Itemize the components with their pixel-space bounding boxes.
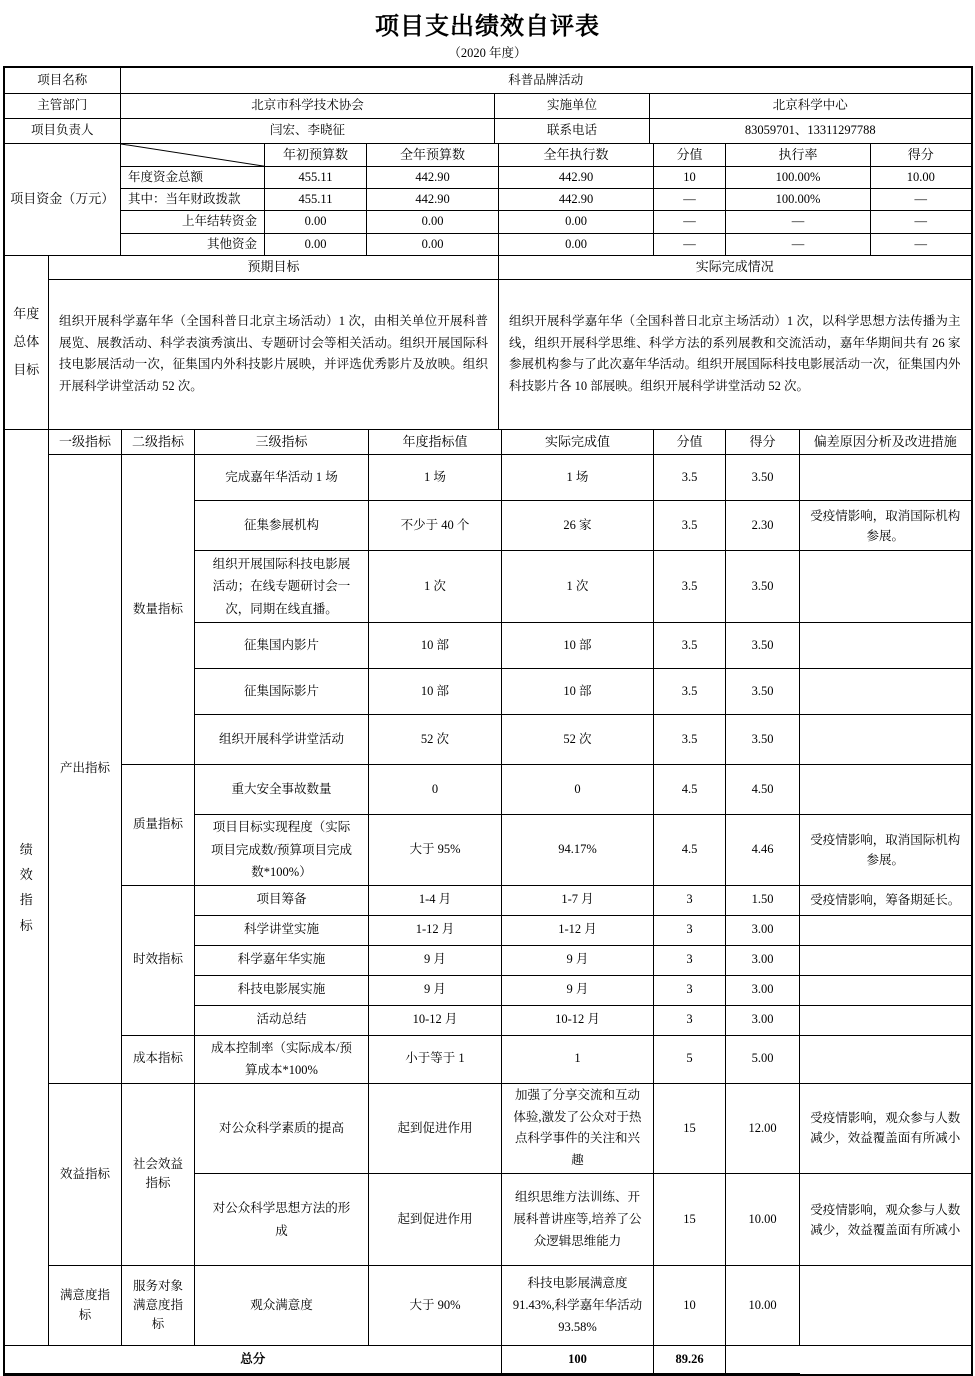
level3-cell: 组织开展国际科技电影展活动；在线专题研讨会一次，同期在线直播。 — [195, 551, 369, 623]
target-cell: 起到促进作用 — [369, 1174, 502, 1266]
funds-cell: 0.00 — [367, 211, 499, 233]
score-cell: 10.00 — [726, 1174, 800, 1266]
deviation-cell — [800, 669, 971, 715]
level3-cell: 重大安全事故数量 — [195, 765, 369, 815]
actual-cell: 组织思维方法训练、开展科普讲座等,培养了公众逻辑思维能力 — [502, 1174, 654, 1266]
score-cell: 2.30 — [726, 501, 800, 551]
score-max-cell: 3 — [654, 945, 726, 975]
leader-label: 项目负责人 — [5, 118, 121, 143]
actual-cell: 加强了分享交流和互动体验,激发了公众对于热点科学事件的关注和兴趣 — [502, 1083, 654, 1174]
funds-cell: 442.90 — [367, 166, 499, 188]
funds-cell: 442.90 — [499, 189, 654, 211]
expected-goal-text: 组织开展科学嘉年华（全国科普日北京主场活动）1 次，由相关单位开展科普展览、展教活动、科学表演秀演出、专题研讨会等相关活动。组织开展国际科技电影展活动一次，征集国内外科技影片展映，并评选优秀影片及放映。组织开展科学讲堂活动 52 次。 — [49, 279, 499, 429]
level1-benefit: 效益指标 — [49, 1083, 122, 1266]
deviation-cell — [800, 1005, 971, 1035]
indicator-row — [5, 1266, 971, 1346]
deviation-cell — [800, 1035, 971, 1083]
actual-cell: 94.17% — [502, 815, 654, 886]
score-cell: 5.00 — [726, 1035, 800, 1083]
level2-quantity: 数量指标 — [122, 455, 195, 765]
total-score-max: 100 — [502, 1346, 654, 1374]
deviation-cell — [800, 715, 971, 765]
funds-header-year-budget: 全年预算数 — [367, 144, 499, 167]
level1-output: 产出指标 — [49, 455, 122, 1084]
level3-cell: 成本控制率（实际成本/预算成本*100% — [195, 1035, 369, 1083]
score-cell: 4.46 — [726, 815, 800, 886]
deviation-cell — [800, 915, 971, 945]
actual-cell: 10 部 — [502, 623, 654, 669]
score-cell: 12.00 — [726, 1083, 800, 1174]
score-cell: 3.00 — [726, 915, 800, 945]
actual-cell: 26 家 — [502, 501, 654, 551]
score-cell: 3.50 — [726, 623, 800, 669]
funds-cell: 0.00 — [499, 233, 654, 255]
funds-cell: 0.00 — [499, 211, 654, 233]
funds-cell: 0.00 — [265, 233, 367, 255]
deviation-cell: 受疫情影响，取消国际机构参展。 — [800, 815, 971, 886]
funds-cell: 0.00 — [265, 211, 367, 233]
total-score: 89.26 — [654, 1346, 726, 1374]
actual-cell: 10-12 月 — [502, 1005, 654, 1035]
score-max-cell: 10 — [654, 1266, 726, 1346]
deviation-cell — [800, 455, 971, 501]
score-max-cell: 3 — [654, 915, 726, 945]
header-level2: 二级指标 — [122, 430, 195, 455]
total-label: 总分 — [5, 1346, 502, 1374]
funds-row-other — [5, 233, 971, 255]
actual-cell: 0 — [502, 765, 654, 815]
level2-quality: 质量指标 — [122, 765, 195, 886]
funds-row-carryover — [5, 211, 971, 233]
expected-goal-header: 预期目标 — [49, 256, 499, 279]
actual-cell: 1 — [502, 1035, 654, 1083]
total-row — [5, 1346, 971, 1374]
level3-cell: 对公众科学思想方法的形成 — [195, 1174, 369, 1266]
level3-cell: 征集国际影片 — [195, 669, 369, 715]
target-cell: 9 月 — [369, 975, 502, 1005]
dept-label: 主管部门 — [5, 93, 121, 118]
header-score: 得分 — [726, 430, 800, 455]
score-max-cell: 3.5 — [654, 669, 726, 715]
level3-cell: 科学嘉年华实施 — [195, 945, 369, 975]
actual-cell: 10 部 — [502, 669, 654, 715]
score-cell: 4.50 — [726, 765, 800, 815]
indicators-table — [5, 430, 971, 1375]
form-table — [3, 66, 973, 1376]
page-subtitle: （2020 年度） — [448, 46, 527, 60]
actual-cell: 1-12 月 — [502, 915, 654, 945]
goals-section-label-text: 年度总体目标 — [13, 306, 40, 378]
funds-cell: — — [654, 189, 726, 211]
actual-cell: 1-7 月 — [502, 885, 654, 915]
leader-value: 闫宏、李晓征 — [121, 118, 495, 143]
level3-cell: 科技电影展实施 — [195, 975, 369, 1005]
level3-cell: 完成嘉年华活动 1 场 — [195, 455, 369, 501]
score-max-cell: 4.5 — [654, 765, 726, 815]
funds-header-begin-budget: 年初预算数 — [265, 144, 367, 167]
funds-cell: 455.11 — [265, 189, 367, 211]
indicators-section-label — [5, 430, 49, 1346]
funds-cell: — — [726, 211, 871, 233]
target-cell: 52 次 — [369, 715, 502, 765]
level2-cost: 成本指标 — [122, 1035, 195, 1083]
funds-cell: 442.90 — [367, 189, 499, 211]
funds-header-year-exec: 全年执行数 — [499, 144, 654, 167]
target-cell: 9 月 — [369, 945, 502, 975]
funds-cell: 100.00% — [726, 166, 871, 188]
deviation-cell — [800, 765, 971, 815]
actual-cell: 1 场 — [502, 455, 654, 501]
level3-cell: 项目筹备 — [195, 885, 369, 915]
deviation-cell: 受疫情影响，取消国际机构参展。 — [800, 501, 971, 551]
project-name-value: 科普品牌活动 — [121, 68, 971, 93]
impl-unit-label: 实施单位 — [495, 93, 650, 118]
actual-cell: 9 月 — [502, 975, 654, 1005]
level3-cell: 活动总结 — [195, 1005, 369, 1035]
target-cell: 1-12 月 — [369, 915, 502, 945]
goals-section-label — [5, 256, 49, 429]
actual-completion-text: 组织开展科学嘉年华（全国科普日北京主场活动）1 次，以科学思想方法传播为主线，组织开展科学思维、科学方法的系列展教和交流活动，嘉年华期间共有 26 家参展机构参与了此次嘉年华活动。组织开展国际科技电影展活动一次，征集国内外科技影片各 10 部展映。组织开展科学讲堂活动 52 次。 — [499, 279, 971, 429]
deviation-cell: 受疫情影响，筹备期延长。 — [800, 885, 971, 915]
score-cell: 1.50 — [726, 885, 800, 915]
level2-service: 服务对象满意度指标 — [122, 1266, 195, 1346]
phone-value: 83059701、13311297788 — [650, 118, 971, 143]
score-max-cell: 15 — [654, 1174, 726, 1266]
score-cell: 3.00 — [726, 975, 800, 1005]
funds-header-score-max: 分值 — [654, 144, 726, 167]
level3-cell: 对公众科学素质的提高 — [195, 1083, 369, 1174]
funds-cell: — — [654, 211, 726, 233]
level3-cell: 征集国内影片 — [195, 623, 369, 669]
evaluation-form — [0, 6, 975, 1366]
level2-timeliness: 时效指标 — [122, 885, 195, 1035]
target-cell: 0 — [369, 765, 502, 815]
funds-cell: 100.00% — [726, 189, 871, 211]
score-max-cell: 3 — [654, 885, 726, 915]
impl-unit-value: 北京科学中心 — [650, 93, 971, 118]
score-max-cell: 3.5 — [654, 501, 726, 551]
deviation-cell — [800, 945, 971, 975]
indicator-row — [5, 885, 971, 915]
info-table — [5, 68, 971, 144]
header-score-max: 分值 — [654, 430, 726, 455]
funds-row-label: 上年结转资金 — [121, 211, 265, 233]
score-max-cell: 3.5 — [654, 455, 726, 501]
level3-cell: 组织开展科学讲堂活动 — [195, 715, 369, 765]
phone-label: 联系电话 — [495, 118, 650, 143]
deviation-cell — [800, 623, 971, 669]
indicator-row — [5, 1035, 971, 1083]
indicator-row — [5, 1083, 971, 1174]
actual-completion-header: 实际完成情况 — [499, 256, 971, 279]
funds-cell: 10 — [654, 166, 726, 188]
score-cell: 3.00 — [726, 1005, 800, 1035]
target-cell: 小于等于 1 — [369, 1035, 502, 1083]
deviation-cell: 受疫情影响，观众参与人数减少，效益覆盖面有所减小 — [800, 1174, 971, 1266]
score-cell: 3.50 — [726, 455, 800, 501]
funds-row-label: 年度资金总额 — [121, 166, 265, 188]
target-cell: 1 次 — [369, 551, 502, 623]
score-max-cell: 3 — [654, 975, 726, 1005]
target-cell: 10-12 月 — [369, 1005, 502, 1035]
target-cell: 1-4 月 — [369, 885, 502, 915]
level3-cell: 项目目标实现程度（实际项目完成数/预算项目完成数*100%） — [195, 815, 369, 886]
target-cell: 大于 90% — [369, 1266, 502, 1346]
funds-row-label: 其他资金 — [121, 233, 265, 255]
header-deviation: 偏差原因分析及改进措施 — [800, 430, 971, 455]
score-cell: 3.50 — [726, 669, 800, 715]
level3-cell: 观众满意度 — [195, 1266, 369, 1346]
total-deviation — [726, 1346, 800, 1374]
score-max-cell: 3.5 — [654, 551, 726, 623]
score-cell: 10.00 — [726, 1266, 800, 1346]
project-name-label: 项目名称 — [5, 68, 121, 93]
funds-row-total — [5, 166, 971, 188]
deviation-cell — [800, 551, 971, 623]
funds-row-fiscal — [5, 189, 971, 211]
actual-cell: 9 月 — [502, 945, 654, 975]
funds-cell: 0.00 — [367, 233, 499, 255]
deviation-cell — [800, 1266, 971, 1346]
score-cell: 3.50 — [726, 551, 800, 623]
score-max-cell: 3 — [654, 1005, 726, 1035]
funds-cell: — — [871, 233, 971, 255]
target-cell: 10 部 — [369, 669, 502, 715]
funds-diagonal-cell — [121, 144, 265, 167]
header-level1: 一级指标 — [49, 430, 122, 455]
level1-satisfaction: 满意度指标 — [49, 1266, 122, 1346]
level3-cell: 征集参展机构 — [195, 501, 369, 551]
actual-cell: 科技电影展满意度 91.43%,科学嘉年华活动 93.58% — [502, 1266, 654, 1346]
level3-cell: 科学讲堂实施 — [195, 915, 369, 945]
dept-value: 北京市科学技术协会 — [121, 93, 495, 118]
funds-cell: 455.11 — [265, 166, 367, 188]
score-cell: 3.00 — [726, 945, 800, 975]
target-cell: 大于 95% — [369, 815, 502, 886]
funds-cell: — — [871, 211, 971, 233]
target-cell: 不少于 40 个 — [369, 501, 502, 551]
funds-cell: 10.00 — [871, 166, 971, 188]
score-max-cell: 15 — [654, 1083, 726, 1174]
funds-section-label: 项目资金（万元） — [5, 144, 121, 256]
funds-cell: — — [726, 233, 871, 255]
score-max-cell: 5 — [654, 1035, 726, 1083]
header-target: 年度指标值 — [369, 430, 502, 455]
score-max-cell: 4.5 — [654, 815, 726, 886]
funds-header-score: 得分 — [871, 144, 971, 167]
indicator-row — [5, 765, 971, 815]
funds-cell: — — [654, 233, 726, 255]
target-cell: 10 部 — [369, 623, 502, 669]
indicator-row — [5, 455, 971, 501]
funds-row-label: 其中：当年财政拨款 — [121, 189, 265, 211]
score-max-cell: 3.5 — [654, 623, 726, 669]
header-level3: 三级指标 — [195, 430, 369, 455]
target-cell: 起到促进作用 — [369, 1083, 502, 1174]
page-title: 项目支出绩效自评表 — [375, 14, 600, 40]
score-cell: 3.50 — [726, 715, 800, 765]
indicators-section-label-text: 绩效指标 — [19, 841, 33, 933]
deviation-cell — [800, 975, 971, 1005]
funds-cell: 442.90 — [499, 166, 654, 188]
funds-cell: — — [871, 189, 971, 211]
score-max-cell: 3.5 — [654, 715, 726, 765]
header-actual: 实际完成值 — [502, 430, 654, 455]
level2-social: 社会效益指标 — [122, 1083, 195, 1266]
funds-table — [5, 144, 971, 257]
deviation-cell: 受疫情影响，观众参与人数减少，效益覆盖面有所减小 — [800, 1083, 971, 1174]
diagonal-line-icon — [121, 144, 264, 166]
target-cell: 1 场 — [369, 455, 502, 501]
goals-table — [5, 256, 971, 430]
actual-cell: 52 次 — [502, 715, 654, 765]
actual-cell: 1 次 — [502, 551, 654, 623]
funds-header-exec-rate: 执行率 — [726, 144, 871, 167]
